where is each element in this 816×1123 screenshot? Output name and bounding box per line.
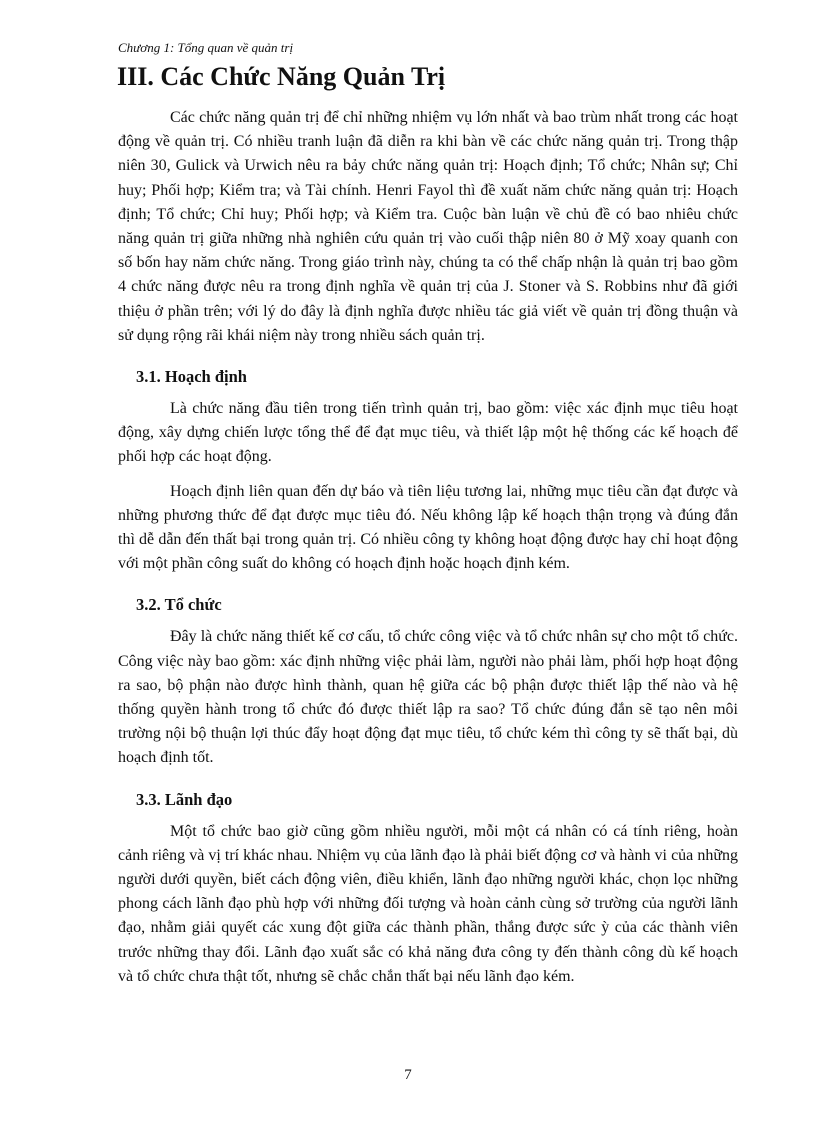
intro-paragraph: Các chức năng quản trị để chỉ những nhiệm vụ lớn nhất và bao trùm nhất trong các hoạt động về quản trị. Có nhiều tranh luận đã diễn ra khi bàn về các chức năng quản trị. Trong thập niên 30, Gulick và Urwich nêu ra bảy chức năng quản trị: Hoạch định; Tổ chức; Nhân sự; Chỉ huy; Phối hợp; Kiểm tra; và Tài chính. Henri Fayol thì đề xuất năm chức năng quản trị: Hoạch định; Tổ chức; Chỉ huy; Phối hợp; và Kiểm tra. Cuộc bàn luận về chủ đề có bao nhiêu chức năng quản trị giữa những nhà nghiên cứu quản trị vào cuối thập niên 80 ở Mỹ xoay quanh con số bốn hay năm chức năng. Trong giáo trình này, chúng ta có thể chấp nhận là quản trị bao gồm 4 chức năng được nêu ra trong định nghĩa về quản trị của J. Stoner và S. Robbins như đã giới thiệu ở phần trên; với lý do đây là định nghĩa được nhiều tác giả viết về quản trị đồng thuận và sử dụng rộng rãi khái niệm này trong nhiều sách quản trị. <box>118 109 738 344</box>
section-heading-to-chuc: 3.2. Tổ chức <box>136 595 222 615</box>
to-chuc-paragraph-1: Đây là chức năng thiết kế cơ cấu, tổ chức công việc và tổ chức nhân sự cho một tổ chức. Công việc này bao gồm: xác định những việc phải làm, người nào phải làm, phối hợp hoạt động ra sao, bộ phận nào được hình thành, quan hệ giữa các bộ phận được thiết lập thế nào và hệ thống quyền hành trong tổ chức đó được thiết lập ra sao? Tổ chức đúng đắn sẽ tạo nên môi trường nội bộ thuận lợi thúc đẩy hoạt động đạt mục tiêu, tổ chức kém thì công ty sẽ thất bại, dù hoạch định tốt. <box>118 628 738 767</box>
lanh-dao-paragraph-1: Một tổ chức bao giờ cũng gồm nhiều người, mỗi một cá nhân có cá tính riêng, hoàn cảnh riêng và vị trí khác nhau. Nhiệm vụ của lãnh đạo là phải biết động cơ và hành vi của những người dưới quyền, biết cách động viên, điều khiển, lãnh đạo những người khác, chọn lọc những phong cách lãnh đạo phù hợp với những đối tượng và hoàn cảnh cùng sở trường của người lãnh đạo, nhằm giải quyết các xung đột giữa các thành phần, thắng được sức ỳ của các thành viên trước những thay đổi. Lãnh đạo xuất sắc có khả năng đưa công ty đến thành công dù kế hoạch và tổ chức chưa thật tốt, nhưng sẽ chắc chắn thất bại nếu lãnh đạo kém. <box>118 822 738 985</box>
chapter-title: III. Các Chức Năng Quản Trị <box>117 62 446 91</box>
page-number: 7 <box>404 1067 412 1083</box>
running-header: Chương 1: Tổng quan về quản trị <box>118 40 294 55</box>
hoach-dinh-paragraph-1: Là chức năng đầu tiên trong tiến trình quản trị, bao gồm: việc xác định mục tiêu hoạt động, xây dựng chiến lược tổng thể để đạt mục tiêu, và thiết lập một hệ thống các kế hoạch để phối hợp các hoạt động. <box>118 400 738 466</box>
document-body <box>118 106 738 989</box>
section-heading-hoach-dinh: 3.1. Hoạch định <box>136 367 247 387</box>
section-heading-lanh-dao: 3.3. Lãnh đạo <box>136 789 233 809</box>
hoach-dinh-paragraph-2: Hoạch định liên quan đến dự báo và tiên liệu tương lai, những mục tiêu cần đạt được và những phương thức để đạt được mục tiêu đó. Nếu không lập kế hoạch thận trọng và đúng đắn thì dễ dẫn đến thất bại trong quản trị. Có nhiều công ty không hoạt động được hay chỉ hoạt động với một phần công suất do không có hoạch định hoặc hoạch định kém. <box>118 482 738 573</box>
